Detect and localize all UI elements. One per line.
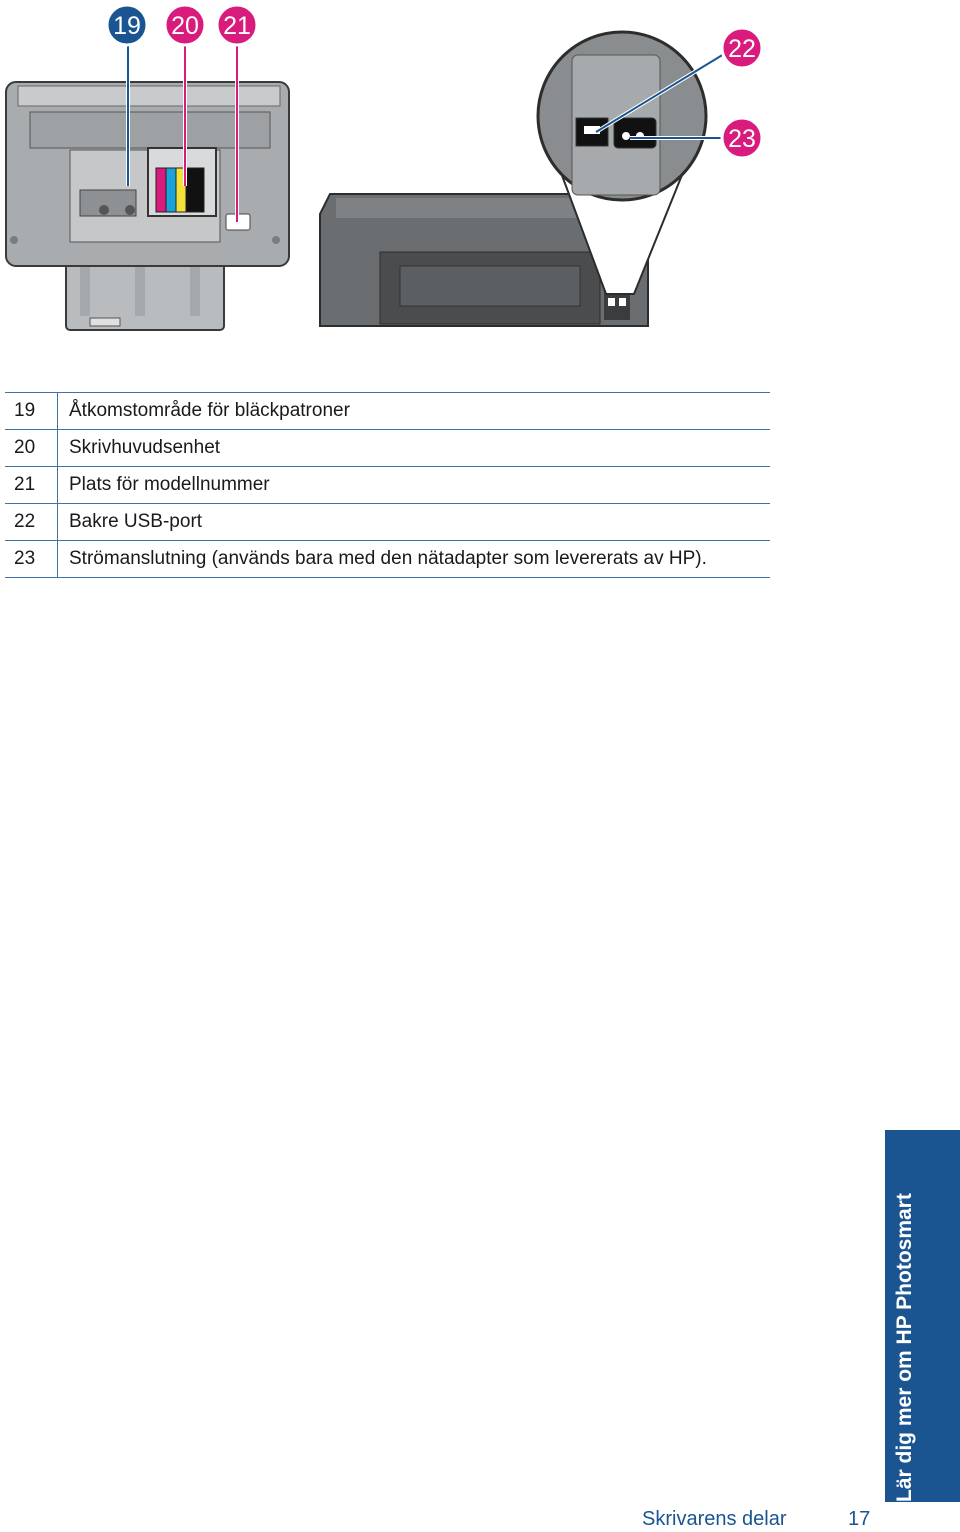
svg-text:21: 21 <box>223 12 251 40</box>
chapter-tab-label: Lär dig mer om HP Photosmart <box>893 1193 916 1502</box>
callout-19 <box>107 5 147 45</box>
legend-number: 22 <box>5 504 58 541</box>
chapter-side-tab <box>885 1130 960 1502</box>
callout-22 <box>722 28 762 68</box>
legend-description: Plats för modellnummer <box>69 474 270 495</box>
legend-description: Bakre USB-port <box>69 511 203 532</box>
svg-text:22: 22 <box>728 35 756 63</box>
printer-illustration <box>0 0 960 340</box>
legend-description: Strömanslutning (används bara med den nätadapter som levererats av HP). <box>69 548 707 569</box>
svg-text:20: 20 <box>171 12 199 40</box>
svg-text:19: 19 <box>113 12 141 40</box>
callout-23 <box>722 118 762 158</box>
legend-number: 23 <box>5 541 58 578</box>
legend-number: 20 <box>5 430 58 467</box>
printer-top-view <box>6 82 289 330</box>
page-number: 17 <box>848 1508 871 1530</box>
legend-description: Åtkomstområde för bläckpatroner <box>69 400 350 421</box>
table-row <box>5 541 770 578</box>
legend-number: 19 <box>5 393 58 430</box>
legend-description: Skrivhuvudsenhet <box>69 437 221 458</box>
table-row <box>5 504 770 541</box>
legend-number: 21 <box>5 467 58 504</box>
footer-section-title: Skrivarens delar <box>642 1508 787 1530</box>
table-row <box>5 467 770 504</box>
svg-text:23: 23 <box>728 125 756 153</box>
table-row <box>5 430 770 467</box>
table-row <box>5 393 770 430</box>
parts-legend-table <box>5 392 770 578</box>
callout-20 <box>165 5 205 45</box>
callout-21 <box>217 5 257 45</box>
